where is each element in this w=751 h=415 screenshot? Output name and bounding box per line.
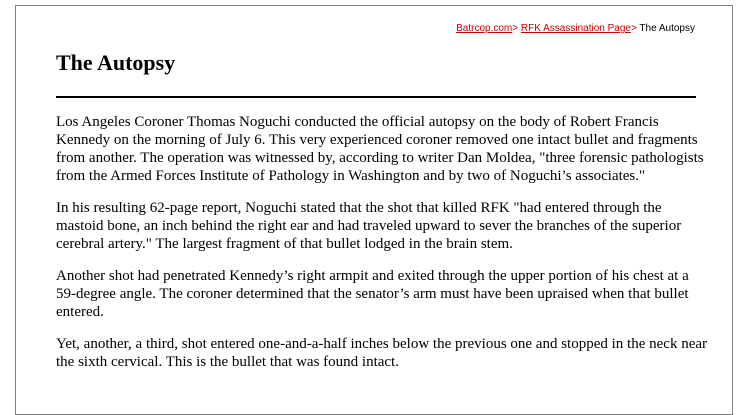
breadcrumb-link-home[interactable]: Batrcop.com — [456, 23, 513, 34]
breadcrumb-link-rfk-page[interactable]: RFK Assassination Page — [520, 23, 631, 34]
breadcrumb — [456, 23, 695, 34]
paragraph: Yet, another, a third, shot entered one-and-a-half inches below the previous one and stopped in the neck near the sixth cervical. This is the bullet that was found intact. — [56, 336, 707, 370]
paragraph: Los Angeles Coroner Thomas Noguchi conducted the official autopsy on the body of Robert Francis Kennedy on the morning of July 6. This very experienced coroner removed one intact bullet and fragments from another. The operation was witnessed by, according to writer Dan Moldea, "three forensic pathologists from the Armed Forces Institute of Pathology in Washington and by two of Noguchi’s associates." — [56, 114, 704, 184]
paragraph: Another shot had penetrated Kennedy’s right armpit and exited through the upper portion of his chest at a 59-degree angle. The coroner determined that the senator’s arm must have been upraised when that bullet entered. — [56, 268, 689, 320]
breadcrumb-separator: > — [630, 23, 637, 34]
title-divider — [56, 96, 696, 98]
breadcrumb-separator: > — [512, 23, 519, 34]
page-frame — [15, 5, 733, 415]
breadcrumb-current: The Autopsy — [639, 23, 695, 34]
paragraph: In his resulting 62-page report, Noguchi stated that the shot that killed RFK "had entered through the mastoid bone, an inch behind the right ear and had traveled upward to sever the branches of the superior cerebral artery." The largest fragment of that bullet lodged in the brain stem. — [56, 200, 682, 252]
page-title: The Autopsy — [56, 50, 176, 75]
article-body — [56, 113, 708, 385]
